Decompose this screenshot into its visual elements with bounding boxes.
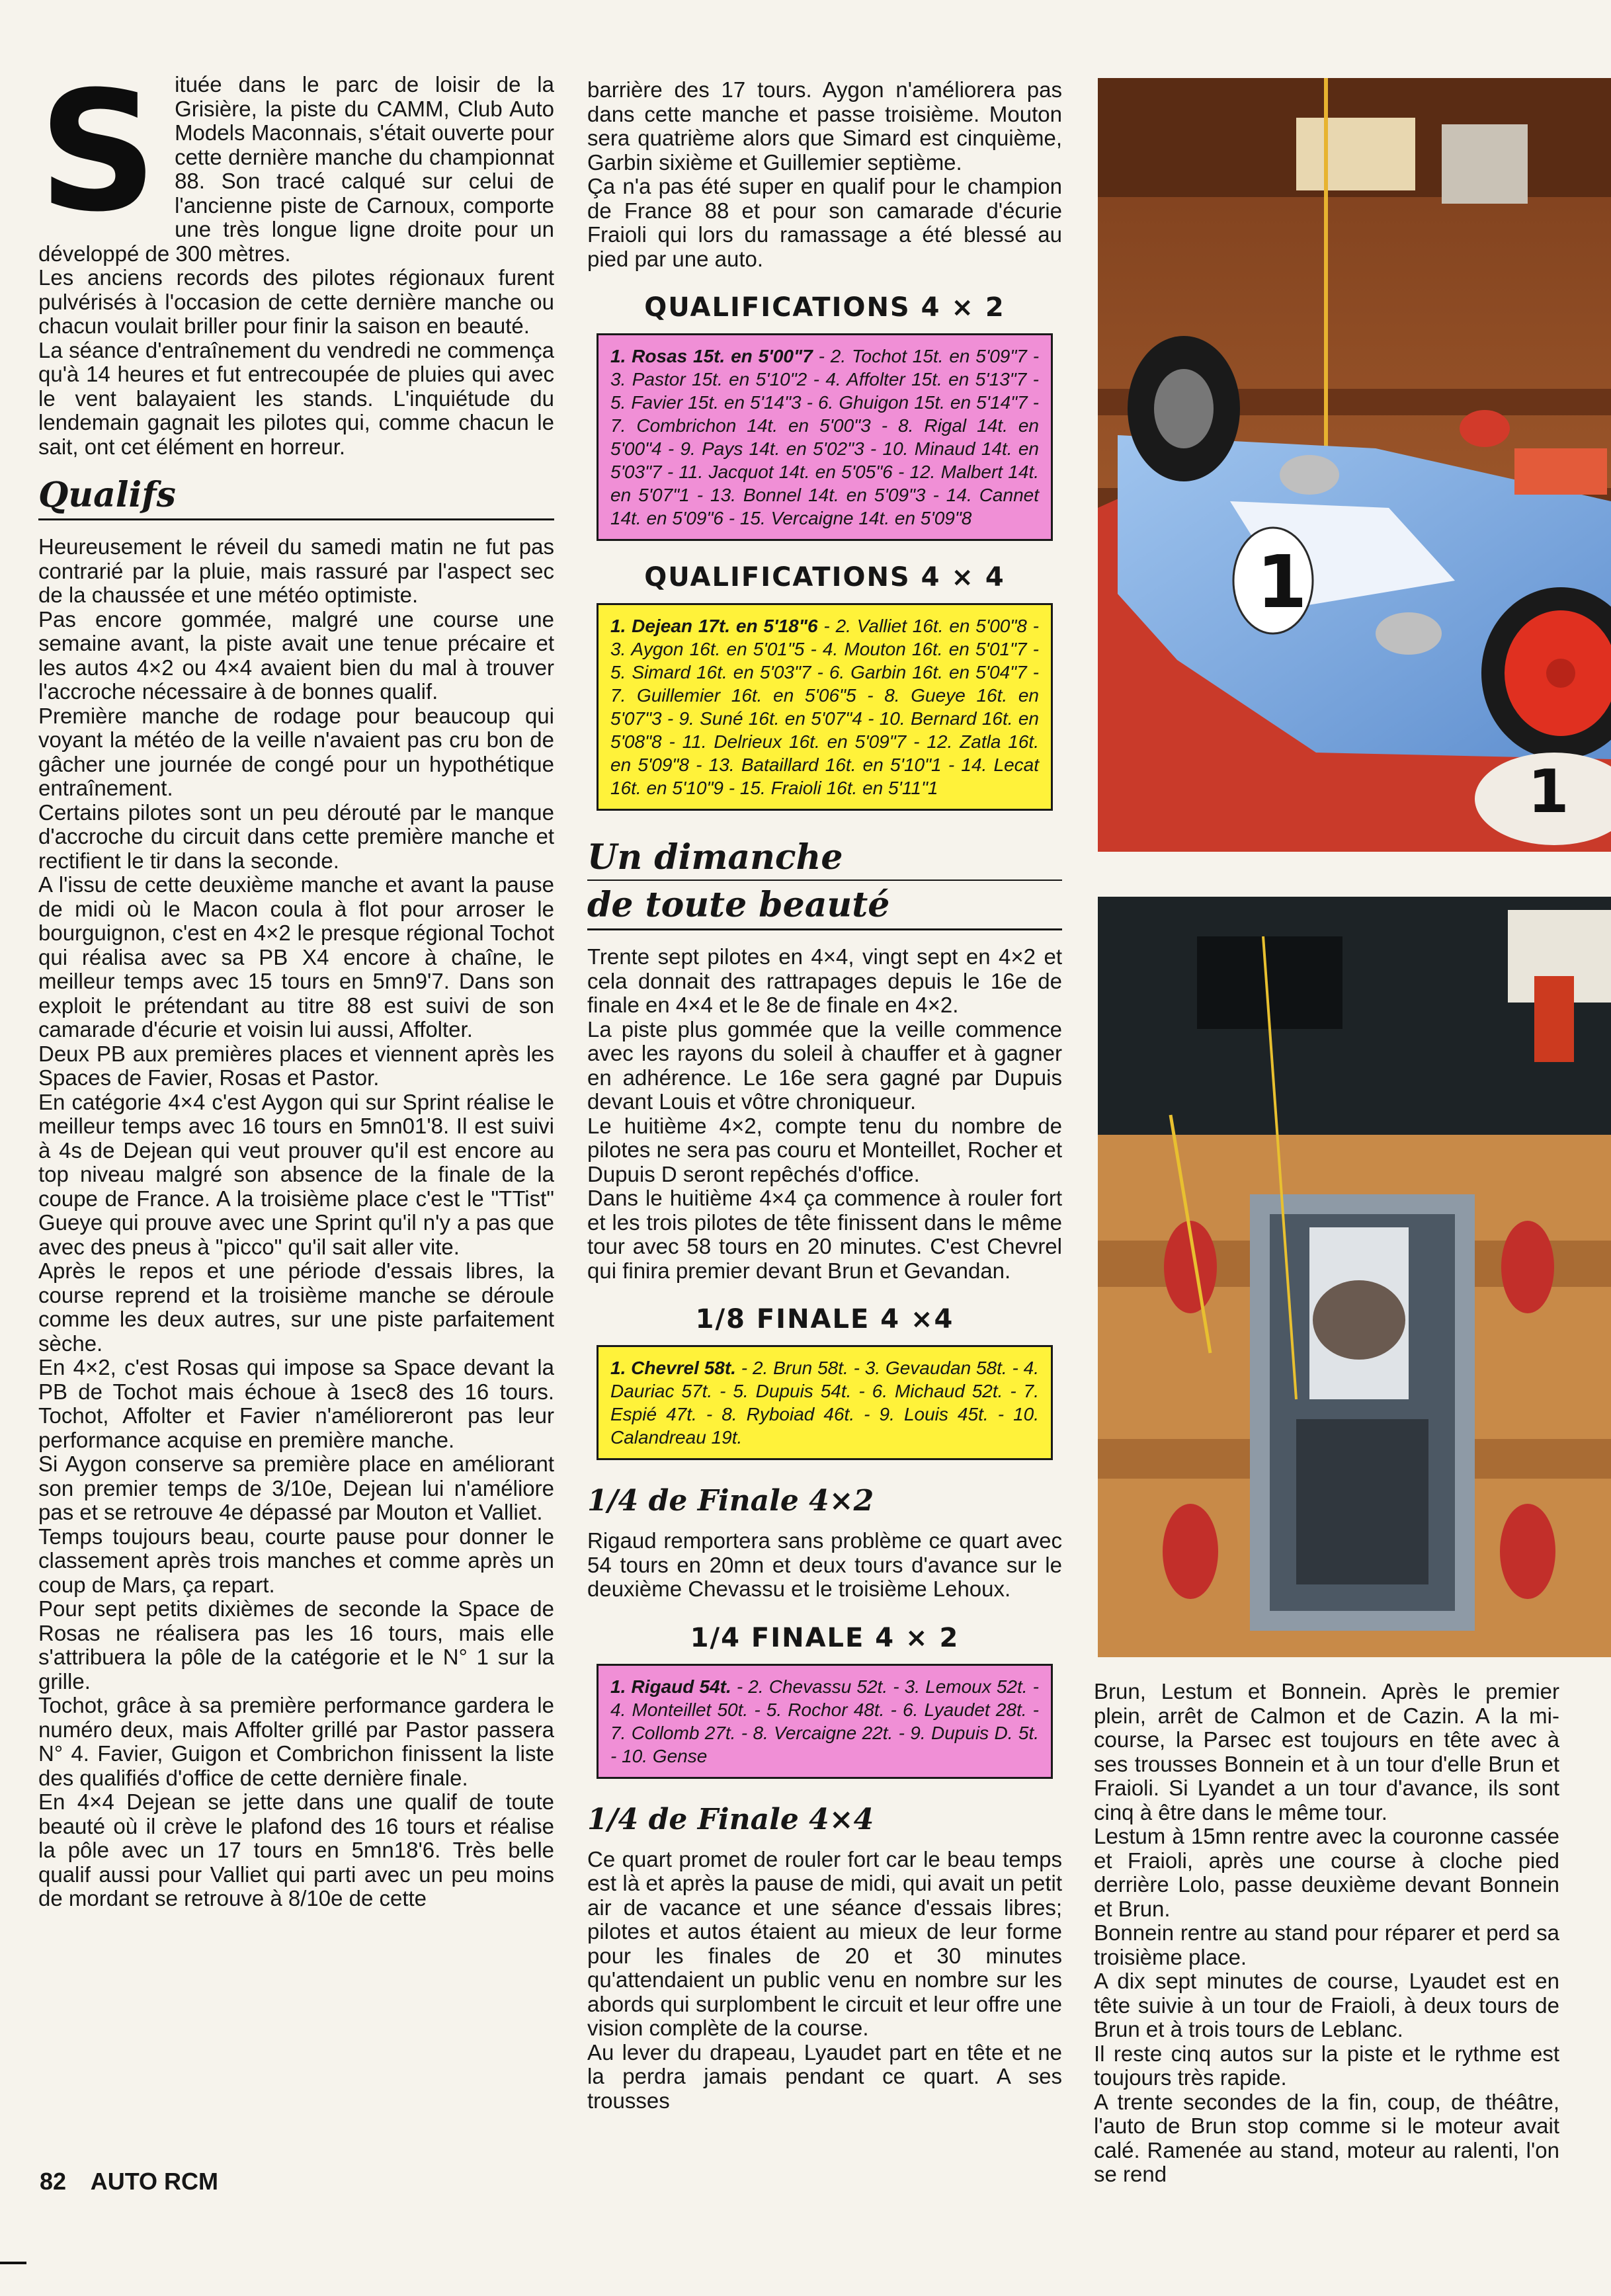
right-paragraph: A trente secondes de la fin, coup, de théâtre, l'auto de Brun stop comme si le moteur avait calé. Ramenée au stand, moteur au ralenti, l'on se rend: [1094, 2089, 1559, 2186]
quart-4x4-paragraph: Au lever du drapeau, Lyaudet part en tête et ne la perdra jamais pendant ce quart. A ses trousses: [587, 2039, 1062, 2113]
results-list: - 2. Brun 58t. - 3. Gevaudan 58t. - 4. Dauriac 57t. - 5. Dupuis 54t. - 6. Michaud 52t. - 7. Espié 47t. - 8. Ryboiad 46t. - 9. Louis 45t. - 10. Calandreau 19t.: [610, 1358, 1039, 1448]
right-paragraph: Bonnein rentre au stand pour réparer et perd sa troisième place.: [1094, 1920, 1559, 1969]
results-title-qual-4x2: QUALIFICATIONS 4 × 2: [644, 292, 1005, 323]
qualifs-paragraph: Deux PB aux premières places et viennent après les Spaces de Favier, Rosas et Pastor.: [38, 1041, 554, 1090]
intro-paragraph-2: Les anciens records des pilotes régionaux furent pulvérisés à l'occasion de cette dernière manche ou chacun voulait briller pour finir la saison en beauté.: [38, 265, 554, 338]
section-title-dimanche-line1: Un dimanche: [587, 837, 843, 878]
results-list: - 2. Tochot 15t. en 5'09"7 - 3. Pastor 15t. en 5'10"2 - 4. Affolter 15t. en 5'13"7 - 5. Favier 15t. en 5'14"3 - 6. Ghuigon 15t. en 5'14"7 - 7. Combrichon 14t. en 5'00"3 - 8. Rigal 14t. en 5'00"4 - 9. Pays 14t. en 5'02"3 - 10. Minaud 14t. en 5'03"7 - 11. Jacquot 14t. en 5'05"6 - 12. Malbert 14t. en 5'07"1 - 13. Bonnel 14t. en 5'09"3 - 14. Cannet 14t. en 5'09"6 - 15. Vercaigne 14t. en 5'09"8: [610, 346, 1040, 528]
results-list: - 2. Valliet 16t. en 5'00"8 - 3. Aygon 16t. en 5'01"5 - 4. Mouton 16t. en 5'01"7 - 5. Simard 16t. en 5'03"7 - 6. Garbin 16t. en 5'04"7 - 7. Guillemier 16t. en 5'06"5 - 8. Gueye 16t. en 5'07"3 - 9. Suné 16t. en 5'07"4 - 10. Bernard 16t. en 5'08"8 - 11. Delrieux 16t. en 5'09"7 - 12. Zatla 16t. en 5'09"8 - 13. Bataillard 16t. en 5'10"1 - 14. Lecat 16t. en 5'10"9 - 15. Fraioli 16t. en 5'11"1: [610, 616, 1039, 798]
photo-chassis: [1098, 897, 1611, 1657]
dimanche-paragraph: Trente sept pilotes en 4×4, vingt sept en 4×2 et cela donnait des rattrapages depuis le 16e de finale en 4×4 et le 8e de finale en 4×2.: [587, 944, 1062, 1017]
chassis-illustration: [1098, 897, 1611, 1657]
intro-paragraph-3: La séance d'entraînement du vendredi ne commença qu'à 14 heures et fut entrecoupée de pluies qui avec le vent balayaient les stands. L'inquiétude du lendemain gagnait les pilotes qui, comme chacun le sait, ont cet élément en horreur.: [38, 337, 554, 459]
results-title-qual-4x4: QUALIFICATIONS 4 × 4: [644, 562, 1005, 593]
middle-column: [587, 78, 1062, 2113]
dimanche-paragraph: Dans le huitième 4×4 ça commence à rouler fort et les trois pilotes de tête finissent dans le même tour avec 58 tours en 20 minutes. C'est Chevrel qui finira premier devant Brun et Gevandan.: [587, 1186, 1062, 1283]
right-column-text: [1094, 1680, 1559, 2187]
qualifs-paragraph: A l'issu de cette deuxième manche et avant la pause de midi où le Macon coula à flot pour arroser le bourguignon, c'est en 4×2 le presque régional Tochot qui réalisa avec sa PB X4 encore à chaîne, le meilleur temps avec 15 tours en 5mn9'7. Dans son exploit le prétendant au titre 88 est suivi de son camarade d'écurie et voisin lui aussi, Affolter.: [38, 872, 554, 1042]
page-number: 82: [40, 2168, 67, 2195]
right-paragraph: Brun, Lestum et Bonnein. Après le premier plein, arrêt de Calmon et de Cazin. A la mi-course, la Parsec est toujours en tête avec à ses trousses Bonnein et à un tour d'elle Brun et Fraioli. Si Lyandet a un tour d'avance, ils sont cinq à être dans le même tour.: [1094, 1679, 1559, 1824]
qualifs-paragraph: Après le repos et une période d'essais libres, la course reprend et la troisième manche se déroule comme les deux autres, sur une piste parfaitement sèche.: [38, 1258, 554, 1356]
quart-4x2-paragraph: Rigaud remportera sans problème ce quart avec 54 tours en 20mn et deux tours d'avance sur le deuxième Chevassu et le troisième Lehoux.: [587, 1528, 1062, 1601]
margin-mark: [0, 2262, 26, 2264]
results-leader: 1. Rigaud 54t.: [610, 1676, 731, 1697]
left-column: [38, 56, 554, 1911]
dimanche-paragraph: Le huitième 4×2, compte tenu du nombre de pilotes ne sera pas couru et Monteillet, Rocher et Dupuis D seront repêchés d'office.: [587, 1113, 1062, 1186]
results-box-eighth-4x4: [597, 1345, 1053, 1460]
section-title-dimanche-line2: de toute beauté: [587, 885, 890, 925]
section-rule: [587, 928, 1062, 930]
qualifs-paragraph: Pas encore gommée, malgré une course une semaine avant, la piste avait une tenue précaire et les autos 4×2 ou 4×4 avaient bien du mal à trouver l'accroche nécessaire à de bonnes qualif.: [38, 606, 554, 704]
dimanche-paragraph: La piste plus gommée que la veille commence avec les rayons du soleil à chauffer et à gagner en adhérence. Le 16e sera gagné par Dupuis devant Louis et vôtre chroniqueur.: [587, 1016, 1062, 1114]
results-box-qual-4x4: [597, 603, 1053, 811]
qualifs-paragraph: En catégorie 4×4 c'est Aygon qui sur Sprint réalise le meilleur temps avec 16 tours en 5mn01'8. Il est suivi à 4s de Dejean qui veut prouver qu'il est encore au top niveau malgré son absence de la finale de la coupe de France. A la troisième place c'est le "TTist" Gueye qui prouve avec une Sprint qu'il n'y a pas que avec des pneus à "picco" qu'il sait aller vite.: [38, 1089, 554, 1259]
car-body-illustration: [1098, 78, 1611, 852]
drop-cap: S: [38, 56, 158, 248]
continued-paragraph: barrière des 17 tours. Aygon n'améliorera pas dans cette manche et passe troisième. Mouton sera quatrième alors que Simard est cinquième, Garbin sixième et Guillemier septième.: [587, 77, 1062, 175]
magazine-name: AUTO RCM: [90, 2168, 219, 2195]
qualifs-paragraph: Pour sept petits dixièmes de seconde la Space de Rosas ne réalisera pas les 16 tours, mais elle s'attribuera la pôle de la catégorie et le N° 1 sur la grille.: [38, 1596, 554, 1694]
section-title-quart-4x2: 1/4 de Finale 4×2: [587, 1484, 874, 1518]
quart-4x4-paragraph: Ce quart promet de rouler fort car le beau temps est là et après la pause de midi, qui avait un petit air de vacance et une séance d'essais libres; pilotes et autos étaient au mieux de leur forme pour les finales de 20 et 30 minutes qu'attendaient un public venu en nombre sur les abords qui surplombent le circuit et leur offre une vision complète de la course.: [587, 1846, 1062, 2040]
svg-text:1: 1: [1528, 757, 1569, 827]
qualifs-paragraph: En 4×4 Dejean se jette dans une qualif de toute beauté où il crève le plafond des 16 tours et réalise la pôle avec un 17 tours en 5mn18'6. Très belle qualif aussi pour Valliet qui parti avec un peu moins de mordant se retrouve à 8/10e de cette: [38, 1789, 554, 1910]
section-rule: [38, 518, 554, 520]
right-paragraph: Il reste cinq autos sur la piste et le rythme est toujours très rapide.: [1094, 2041, 1559, 2090]
results-leader: 1. Chevrel 58t.: [610, 1358, 736, 1378]
qualifs-paragraph: Tochot, grâce à sa première performance gardera le numéro deux, mais Affolter grillé par Pastor passera N° 4. Favier, Guigon et Combrichon finissent la liste des qualifiés d'office de cette dernière finale.: [38, 1693, 554, 1790]
section-rule: [587, 880, 1062, 881]
results-box-qual-4x2: [597, 333, 1053, 541]
qualifs-paragraph: Certains pilotes sont un peu dérouté par le manque d'accroche du circuit dans cette première manche et rectifient le tir dans la seconde.: [38, 800, 554, 873]
results-leader: 1. Dejean 17t. en 5'18"6: [610, 616, 818, 636]
intro-paragraph-1: ituée dans le parc de loisir de la Grisière, la piste du CAMM, Club Auto Models Maconnais, s'était ouverte pour cette dernière manche du championnat 88. Son tracé calqué sur celui de l'ancienne piste de Carnoux, comporte une très longue ligne droite pour un développé de 300 mètres.: [38, 72, 554, 266]
qualifs-paragraph: Première manche de rodage pour beaucoup qui voyant la météo de la veille n'avaient pas cru bon de gâcher une journée de congé pour un hypothétique entraînement.: [38, 703, 554, 800]
results-leader: 1. Rosas 15t. en 5'00"7: [610, 346, 813, 366]
results-list: - 2. Chevassu 52t. - 3. Lemoux 52t. - 4. Monteillet 50t. - 5. Rochor 48t. - 6. Lyaudet 28t. - 7. Collomb 27t. - 8. Vercaigne 22t. - 9. Dupuis D. 5t. - 10. Gense: [610, 1676, 1040, 1766]
qualifs-paragraph: Heureusement le réveil du samedi matin ne fut pas contrarié par la pluie, mais rassuré par l'aspect sec de la chaussée et une météo optimiste.: [38, 534, 554, 607]
photo-car-body: [1098, 78, 1611, 852]
results-box-quarter-4x2: [597, 1664, 1053, 1779]
qualifs-paragraph: En 4×2, c'est Rosas qui impose sa Space devant la PB de Tochot mais échoue à 1sec8 des 16 tours. Tochot, Affolter et Favier n'amélioreront pas leur performance acquise en première manche.: [38, 1355, 554, 1452]
qualifs-paragraph: Temps toujours beau, courte pause pour donner le classement après trois manches et comme après un coup de Mars, ça repart.: [38, 1524, 554, 1597]
results-title-quarter-4x2: 1/4 FINALE 4 × 2: [690, 1622, 960, 1653]
section-title-qualifs: Qualifs: [38, 475, 176, 515]
continued-paragraph: Ça n'a pas été super en qualif pour le champion de France 88 et pour son camarade d'écurie Fraioli qui lors du ramassage a été blessé au pied par une auto.: [587, 174, 1062, 271]
right-paragraph: Lestum à 15mn rentre avec la couronne cassée et Fraioli, après une course à cloche pied derrière Lolo, passe deuxième devant Bonnein et Brun.: [1094, 1824, 1559, 1921]
qualifs-paragraph: Si Aygon conserve sa première place en améliorant son premier temps de 3/10e, Dejean lui n'améliore pas et se retrouve 4e dépassé par Mouton et Valliet.: [38, 1452, 554, 1524]
page-footer: [40, 2168, 237, 2195]
section-title-quart-4x4: 1/4 de Finale 4×4: [587, 1802, 874, 1836]
right-paragraph: A dix sept minutes de course, Lyaudet est en tête suivie à un tour de Fraioli, à deux tours de Brun et à trois tours de Leblanc.: [1094, 1969, 1559, 2041]
results-title-eighth-4x4: 1/8 FINALE 4 ×4: [695, 1304, 954, 1334]
car-number-1: 1: [1257, 540, 1307, 624]
